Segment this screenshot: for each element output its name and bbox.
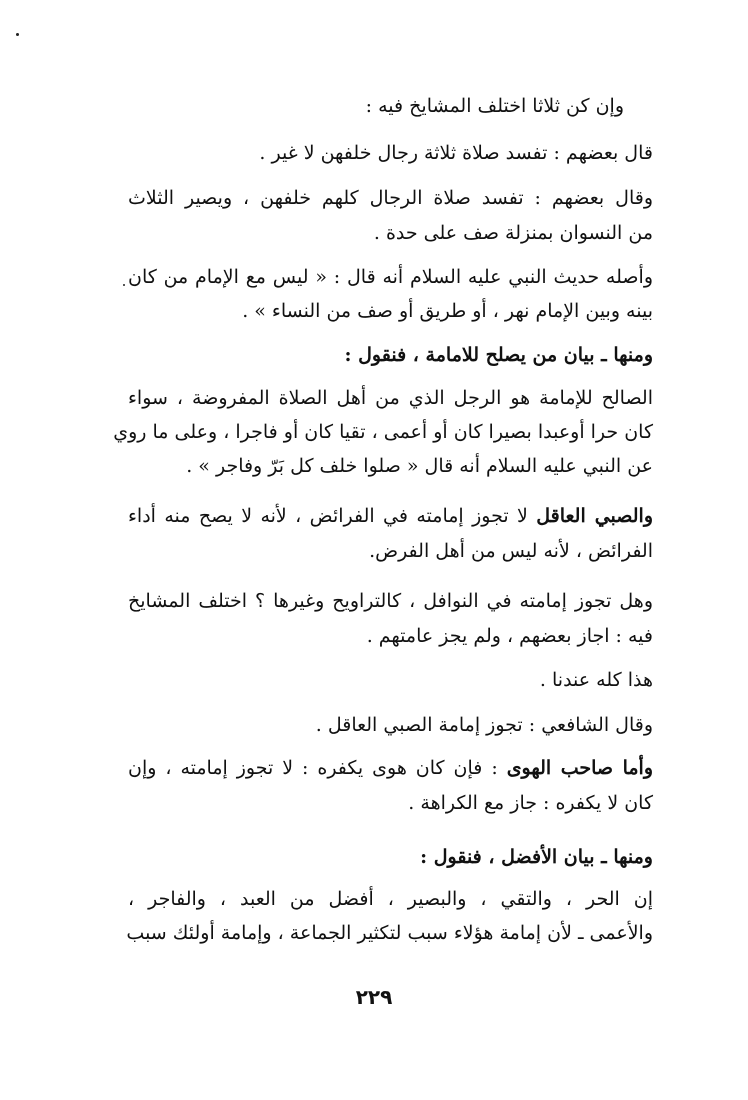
text-line-8: الصالح للإمامة هو الرجل الذي من أهل الصلاة المفروضة ، سواء: [128, 387, 653, 409]
text-line-13: وهل تجوز إمامته في النوافل ، كالتراويح وغيرها ؟ اختلف المشايخ: [128, 590, 653, 612]
text-line-1: وإن كن ثلاثا اختلف المشايخ فيه :: [365, 95, 624, 117]
text-line-17: [128, 755, 653, 781]
text-line-9: كان حرا أوعبدا بصيرا كان أو أعمى ، تقيا كان أو فاجرا ، وعلى ما روي: [113, 421, 653, 443]
bold-term-person-of-desire: وأما صاحب الهوى: [506, 757, 653, 779]
section-heading-imamate-eligibility: ومنها ـ بيان من يصلح للامامة ، فنقول :: [344, 344, 653, 366]
text-line-18: كان لا يكفره : جاز مع الكراهة .: [408, 792, 653, 814]
ink-speck: [123, 284, 125, 286]
text-line-11: [128, 503, 653, 529]
text-line-21: والأعمى ـ لأن إمامة هؤلاء سبب لتكثير الجماعة ، وإمامة أولئك سبب: [126, 922, 653, 944]
text-line-14: فيه : اجاز بعضهم ، ولم يجز عامتهم .: [366, 625, 653, 647]
text-line-15: هذا كله عندنا .: [539, 669, 653, 691]
ink-speck: [16, 33, 19, 36]
text-line-11-rest: لا تجوز إمامته في الفرائض ، لأنه لا يصح منه أداء: [128, 505, 528, 527]
page-number: ٢٢٩: [355, 985, 393, 1009]
text-line-4: من النسوان بمنزلة صف على حدة .: [373, 222, 653, 244]
bold-term-discerning-child: والصبي العاقل: [536, 505, 653, 527]
text-line-20: إن الحر ، والتقي ، والبصير ، أفضل من العبد ، والفاجر ،: [128, 888, 653, 910]
text-line-16: وقال الشافعي : تجوز إمامة الصبي العاقل .: [315, 714, 653, 736]
text-line-17-rest: : فإن كان هوى يكفره : لا تجوز إمامته ، وإن: [128, 757, 498, 779]
text-line-5: وأصله حديث النبي عليه السلام أنه قال : « ليس مع الإمام من كان: [128, 266, 653, 288]
text-line-12: الفرائض ، لأنه ليس من أهل الفرض.: [369, 540, 653, 562]
text-line-6: بينه وبين الإمام نهر ، أو طريق أو صف من النساء » .: [242, 300, 653, 322]
section-heading-the-best: ومنها ـ بيان الأفضل ، فنقول :: [420, 846, 653, 868]
text-line-10: عن النبي عليه السلام أنه قال « صلوا خلف كل بَرّ وفاجر » .: [186, 455, 653, 477]
text-line-2: قال بعضهم : تفسد صلاة ثلاثة رجال خلفهن لا غير .: [259, 142, 653, 164]
text-line-3: وقال بعضهم : تفسد صلاة الرجال كلهم خلفهن ، ويصير الثلاث: [128, 187, 653, 209]
